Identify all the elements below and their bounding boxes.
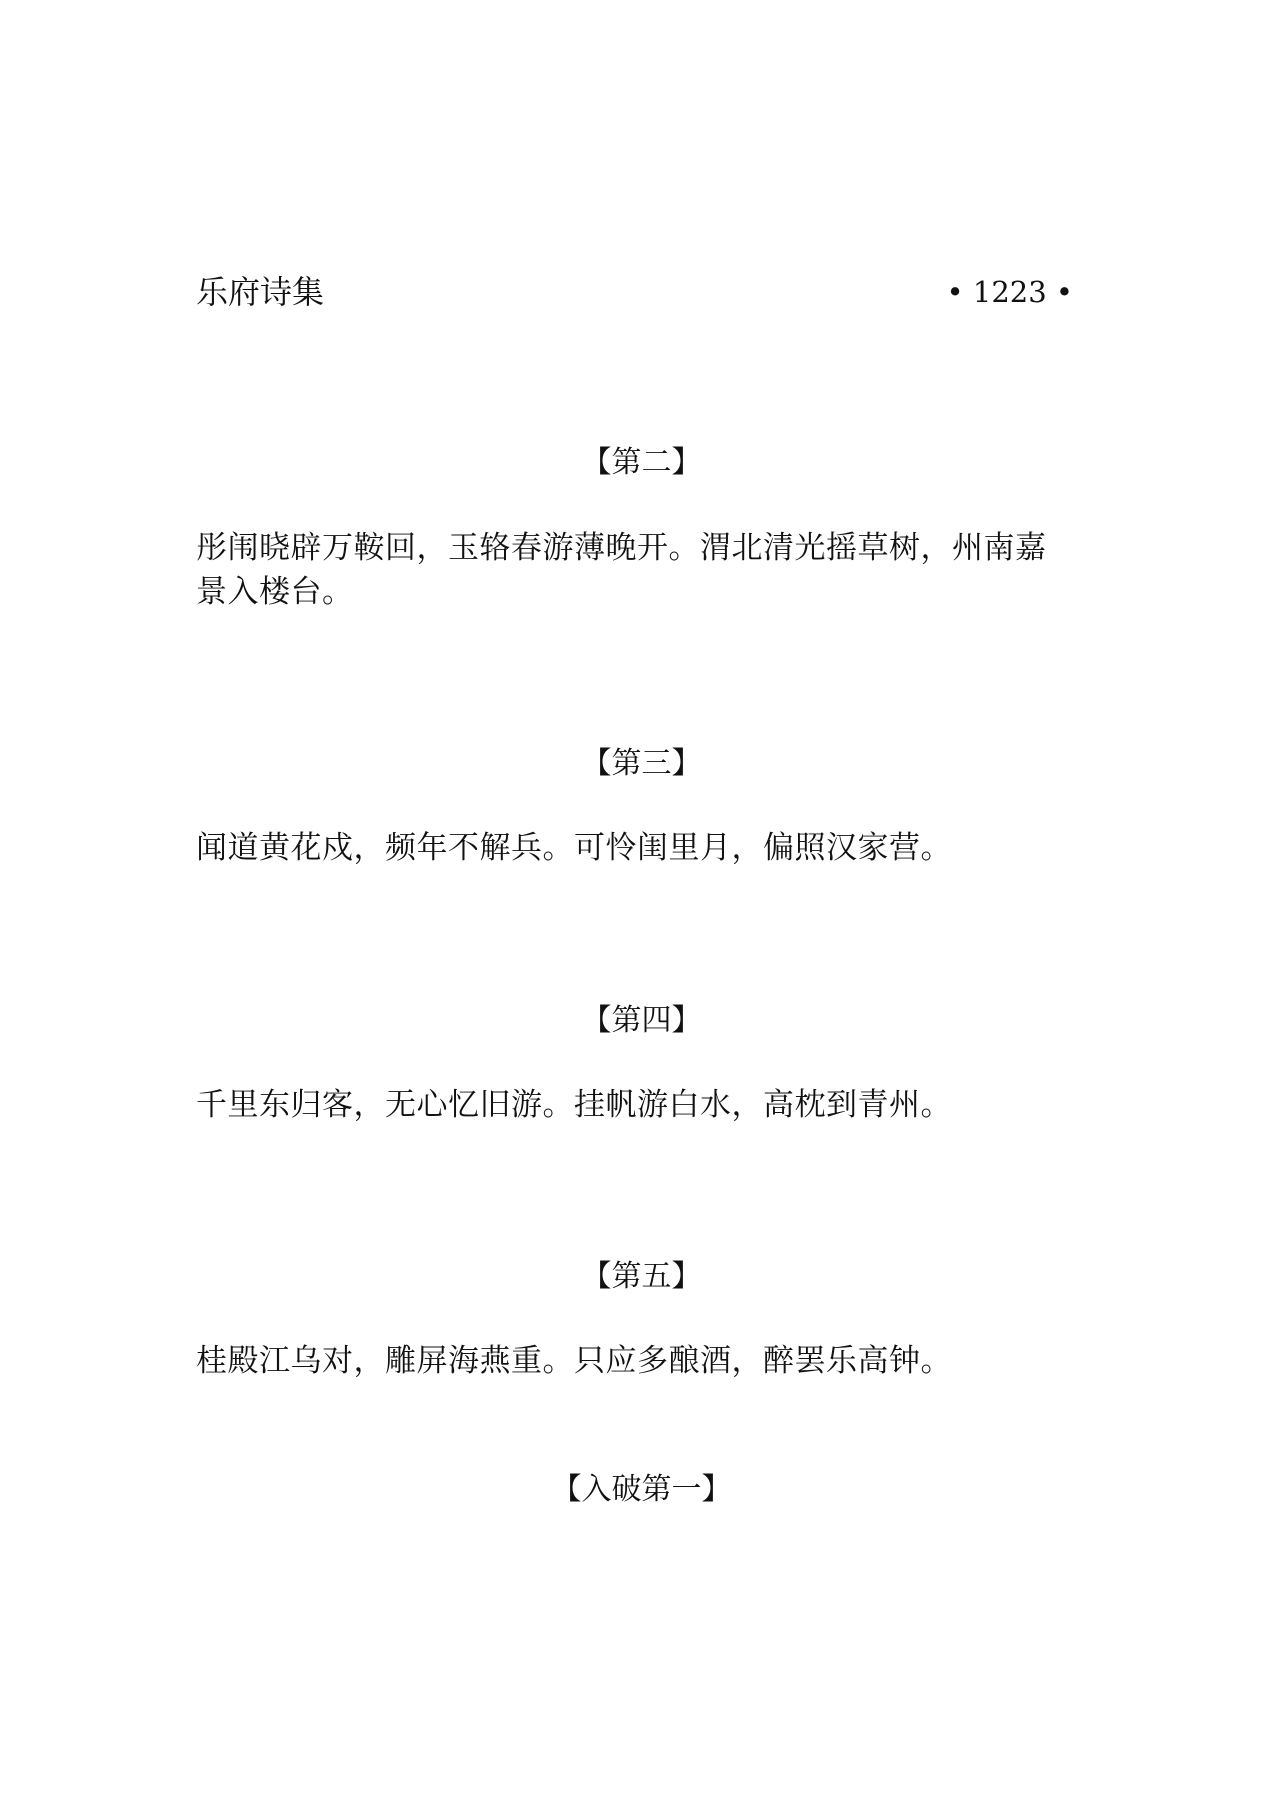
section-heading: 【入破第一】 bbox=[551, 1472, 732, 1507]
verse-line: 千里东归客，无心忆旧游。挂帆游白水，高枕到青州。 bbox=[196, 1087, 952, 1123]
section-heading: 【第三】 bbox=[581, 746, 702, 781]
page-header bbox=[0, 272, 1283, 312]
verse-text bbox=[196, 1083, 1096, 1127]
section-heading: 【第五】 bbox=[581, 1259, 702, 1294]
page-number: • 1223 • bbox=[946, 275, 1073, 309]
verse-line: 闻道黄花戍，频年不解兵。可怜闺里月，偏照汉家营。 bbox=[196, 830, 952, 866]
section-heading: 【第二】 bbox=[581, 445, 702, 480]
verse-text bbox=[196, 526, 1096, 614]
verse-text bbox=[196, 1339, 1096, 1383]
verse-line: 桂殿江乌对，雕屏海燕重。只应多酿酒，醉罢乐高钟。 bbox=[196, 1343, 952, 1379]
book-title: 乐府诗集 bbox=[196, 273, 325, 311]
verse-line: 景入楼台。 bbox=[196, 574, 354, 610]
verse-text bbox=[196, 826, 1096, 870]
verse-line: 彤闱晓辟万鞍回，玉辂春游薄晚开。渭北清光摇草树，州南嘉 bbox=[196, 530, 1047, 566]
section-heading: 【第四】 bbox=[581, 1003, 702, 1038]
